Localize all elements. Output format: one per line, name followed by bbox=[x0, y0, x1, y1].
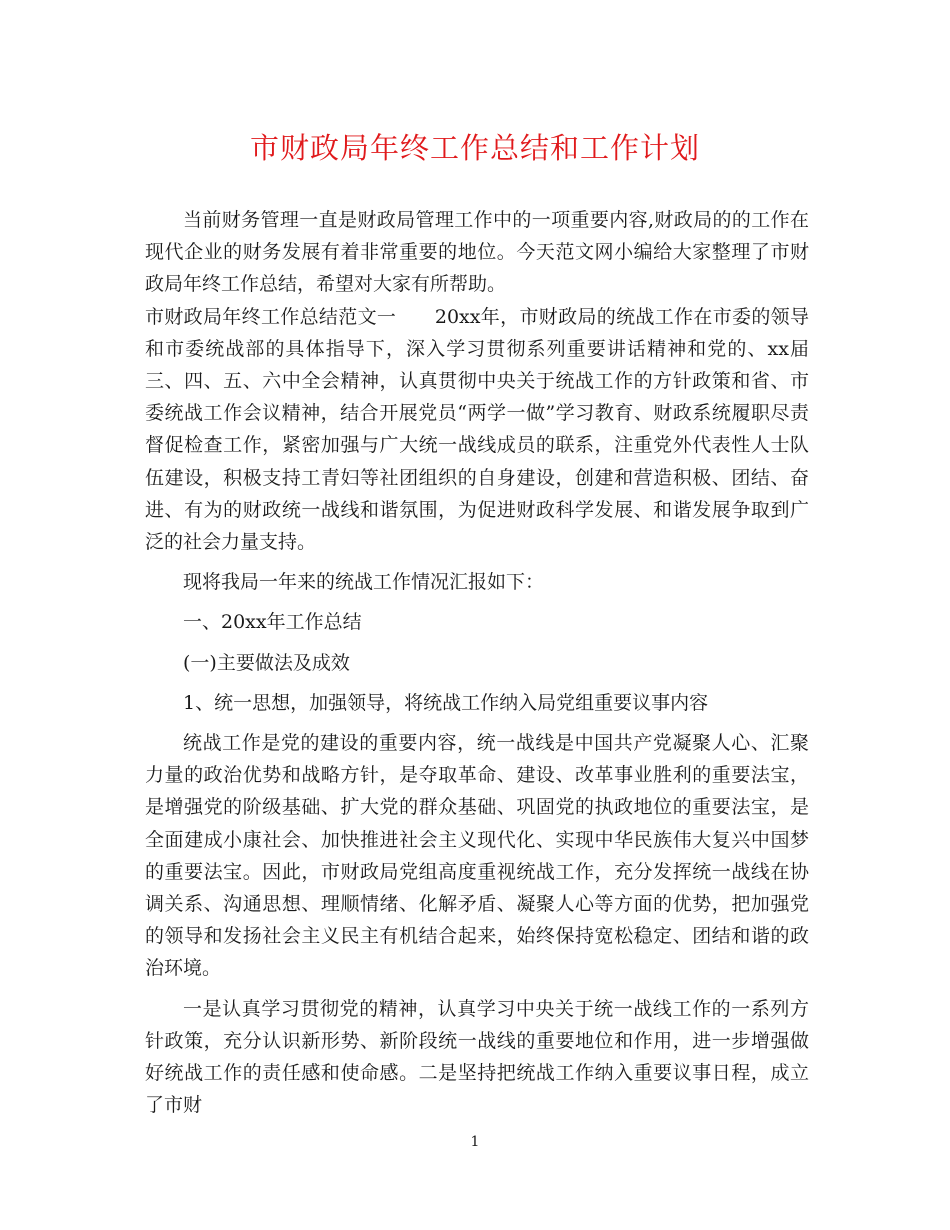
subsection-heading: (一)主要做法及成效 bbox=[183, 651, 350, 674]
page-number: 1 bbox=[470, 1134, 480, 1150]
body-paragraph: 一是认真学习贯彻党的精神，认真学习中央关于统一战线工作的一系列方针政策，充分认识新形势、新阶段统一战线的重要地位和作用，进一步增强做好统战工作的责任感和使命感。二是坚持把统战工作纳入重要议事日程，成立了市财 bbox=[145, 997, 809, 1117]
item-heading: 1、统一思想，加强领导，将统战工作纳入局党组重要议事内容 bbox=[183, 691, 709, 714]
document-title: 市财政局年终工作总结和工作计划 bbox=[249, 131, 700, 165]
section-heading: 一、20xx年工作总结 bbox=[183, 611, 362, 634]
intro-paragraph: 当前财务管理一直是财政局管理工作中的一项重要内容,财政局的的工作在现代企业的财务发展有着非常重要的地位。今天范文网小编给大家整理了市财政局年终工作总结，希望对大家有所帮助。 bbox=[145, 209, 809, 296]
body-paragraph: 统战工作是党的建设的重要内容，统一战线是中国共产党凝聚人心、汇聚力量的政治优势和战略方针，是夺取革命、建设、改革事业胜利的重要法宝，是增强党的阶级基础、扩大党的群众基础、巩固党的执政地位的重要法宝，是全面建成小康社会、加快推进社会主义现代化、实现中华民族伟大复兴中国梦的重要法宝。因此，市财政局党组高度重视统战工作，充分发挥统一战线在协调关系、沟通思想、理顺情绪、化解矛盾、凝聚人心等方面的优势，把加强党的领导和发扬社会主义民主有机结合起来，始终保持宽松稳定、团结和谐的政治环境。 bbox=[145, 732, 809, 980]
document-body bbox=[145, 204, 809, 1121]
report-intro-paragraph: 现将我局一年来的统战工作情况汇报如下： bbox=[183, 571, 545, 594]
summary-paragraph: 市财政局年终工作总结范文一 20xx年，市财政局的统战工作在市委的领导和市委统战部的具体指导下，深入学习贯彻系列重要讲话精神和党的、xx届三、四、五、六中全会精神，认真贯彻中央关于统战工作的方针政策和省、市委统战工作会议精神，结合开展党员“两学一做”学习教育、财政系统履职尽责督促检查工作，紧密加强与广大统一战线成员的联系，注重党外代表性人士队伍建设，积极支持工青妇等社团组织的自身建设，创建和营造积极、团结、奋进、有为的财政统一战线和谐氛围，为促进财政科学发展、和谐发展争取到广泛的社会力量支持。 bbox=[145, 305, 809, 554]
